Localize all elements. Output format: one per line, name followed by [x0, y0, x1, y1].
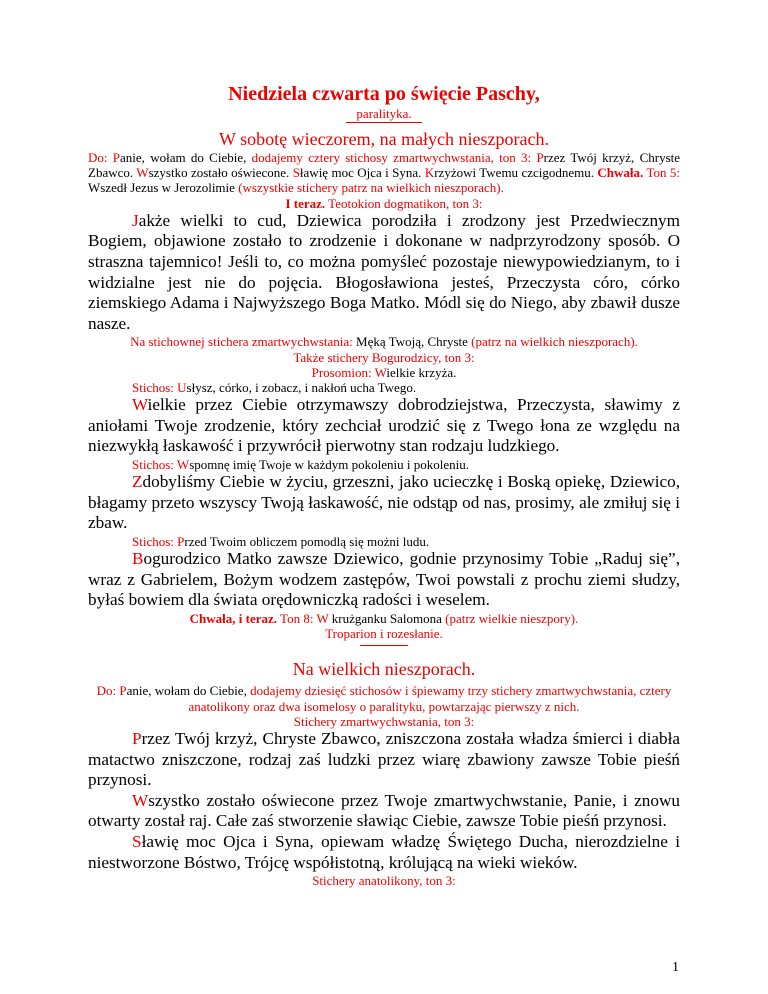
rubric-great-lord-i-call: Do: Panie, wołam do Ciebie, dodajemy dziesięć stichosów i śpiewamy trzy stichery zmartwychwstania, cztery anatolikony oraz dwa isomelosy o paralityku, powtarzając pierwszy z nich.: [96, 683, 672, 714]
divider: [346, 122, 422, 123]
verse-1: Wielkie przez Ciebie otrzymawszy dobrodziejstwa, Przeczysta, sławimy z aniołami Twoje zrodzenie, który zechciał urodzić się z Twego łona ze względu na niezwykłą łaskawość i przywrócił pierwotny stan rodzaju ludzkiego.: [88, 395, 680, 456]
page-subtitle: paralityka.: [356, 106, 412, 121]
verse-2: Zdobyliśmy Ciebie w życiu, grzeszni, jako ucieczkę i Boską opiekę, Dziewico, błagamy przeto wszyscy Twoją łaskawość, nie odstąp od nas, prosimy, ale zmiłuj się i zbaw.: [88, 472, 680, 533]
page-title: Niedziela czwarta po święcie Paschy,: [228, 83, 540, 105]
rubric-troparion: Troparion i rozesłanie.: [325, 626, 443, 642]
section-heading-small-vespers: W sobotę wieczorem, na małych nieszporach.: [218, 129, 550, 149]
page-number: 1: [672, 960, 679, 975]
hymn-3: Sławię moc Ojca i Syna, opiewam władzę Świętego Ducha, nierozdzielne i niestworzone Bóstwo, Trójcę współistotną, królującą na wieki wieków.: [88, 831, 680, 872]
rubric-theotokos-stichera: Także stichery Bogurodzicy, ton 3:: [293, 349, 475, 365]
rubric-aposticha: Na stichownej stichera zmartwychwstania: Męką Twoją, Chryste (patrz na wielkich nieszporach).: [130, 334, 638, 350]
hymn-1: Przez Twój krzyż, Chryste Zbawco, zniszczona została władza śmierci i diabła matactwo zniszczone, rodzaj zaś ludzki przez wiarę zbawiony zawsze Tobie pieśń przynosi.: [88, 728, 680, 790]
document-page: [88, 82, 680, 888]
stichos-3: Stichos: Przed Twoim obliczem pomodlą się możni ludu.: [132, 533, 430, 549]
dogmatikon-text: Jakże wielki to cud, Dziewica porodziła i zrodzony jest Przedwiecznym Bogiem, objawione zostało to zrodzenie i dokonane w nadprzyrodzony sposób. O straszna tajemnico! Jeśli to, co można pomyśleć pozostaje niewypowiedzianym, to i widzialne jest nie do pojęcia. Błogosławiona jesteś, Przeczysta córo, córko ziemskiego Adama i Najwyższego Boga Matko. Módl się do Niego, aby zbawił dusze nasze.: [88, 210, 680, 333]
stichos-1: Stichos: Usłysz, córko, i zobacz, i nakłoń ucha Twego.: [132, 379, 417, 395]
divider: [360, 645, 408, 646]
rubric-prosomion: Prosomion: Wielkie krzyża.: [311, 364, 457, 380]
rubric-glory-now: Chwała, i teraz. Ton 8: W krużganku Salomona (patrz wielkie nieszpory).: [189, 610, 579, 626]
rubric-resurrection-stichera: Stichery zmartwychwstania, ton 3:: [293, 713, 475, 729]
rubric-and-now: I teraz. Teotokion dogmatikon, ton 3:: [285, 195, 483, 211]
section-heading-great-vespers: Na wielkich nieszporach.: [292, 659, 476, 680]
rubric-lord-i-call: Do: Panie, wołam do Ciebie, dodajemy cztery stichosy zmartwychwstania, ton 3: Przez Twój krzyż, Chryste Zbawco. Wszystko zostało oświecone. Sławię moc Ojca i Syna. Krzyżowi Twemu czcigodnemu. Chwała. Ton 5: Wszedł Jezus w Jerozolimie (wszystkie stichery patrz na wielkich nieszporach).: [88, 150, 681, 196]
hymn-2: Wszystko zostało oświecone przez Twoje zmartwychwstanie, Panie, i znowu otwarty został raj. Całe zaś stworzenie sławiąc Ciebie, zawsze Tobie pieśń przynosi.: [88, 790, 680, 831]
verse-3: Bogurodzico Matko zawsze Dziewico, godnie przynosimy Tobie „Raduj się”, wraz z Gabrielem, Bożym wodzem zastępów, Twoi powstali z prochu ziemi słudzy, byłaś bowiem dla świata orędowniczką radości i weselem.: [88, 549, 680, 610]
stichos-2: Stichos: Wspomnę imię Twoje w każdym pokoleniu i pokoleniu.: [132, 456, 469, 472]
rubric-anatolikon: Stichery anatolikony, ton 3:: [312, 873, 456, 889]
